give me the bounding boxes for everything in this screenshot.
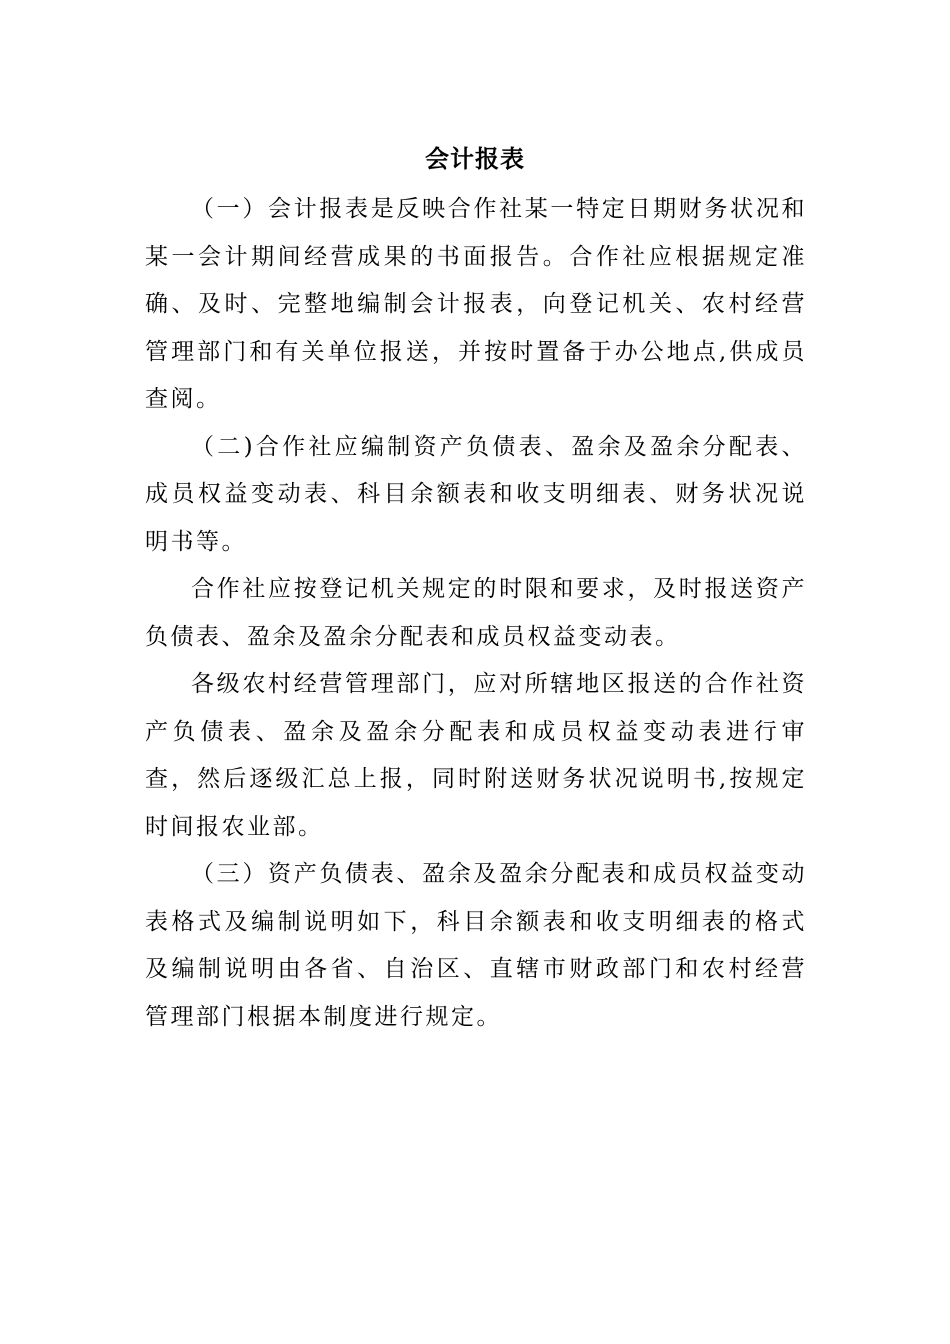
paragraph-1: （一）会计报表是反映合作社某一特定日期财务状况和某一会计期间经营成果的书面报告。合作社应根据规定准确、及时、完整地编制会计报表，向登记机关、农村经营管理部门和有关单位报送，并按时置备于办公地点,供成员查阅。 [145,196,807,412]
paragraph-5: （三）资产负债表、盈余及盈余分配表和成员权益变动表格式及编制说明如下，科目余额表和收支明细表的格式及编制说明由各省、自治区、直辖市财政部门和农村经营管理部门根据本制度进行规定。 [145,861,807,1030]
paragraph-2: （二)合作社应编制资产负债表、盈余及盈余分配表、成员权益变动表、科目余额表和收支明细表、财务状况说明书等。 [145,433,807,555]
paragraph-4: 各级农村经营管理部门，应对所辖地区报送的合作社资产负债表、盈余及盈余分配表和成员权益变动表进行审查，然后逐级汇总上报，同时附送财务状况说明书,按规定时间报农业部。 [145,671,807,840]
paragraph-3: 合作社应按登记机关规定的时限和要求，及时报送资产负债表、盈余及盈余分配表和成员权益变动表。 [145,576,807,650]
document-body [145,186,807,1041]
document-title: 会计报表 [425,145,525,173]
